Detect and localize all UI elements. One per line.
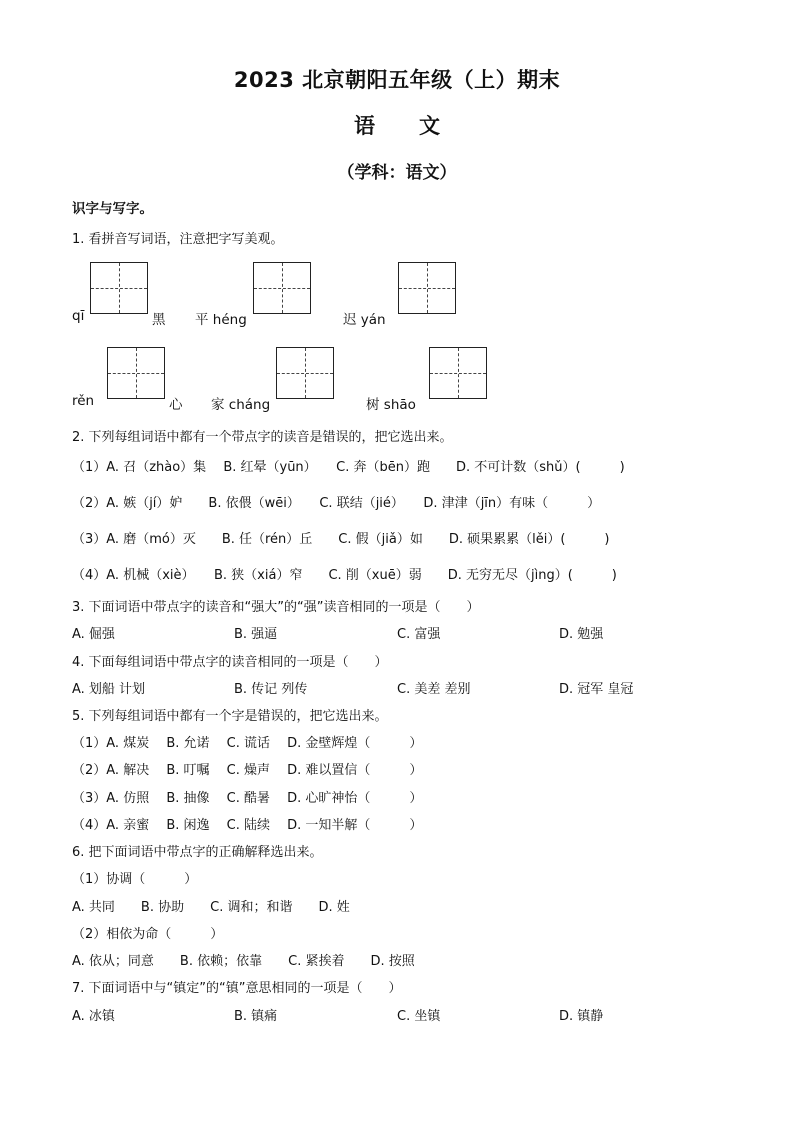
q1-r2-1-after: 心	[169, 397, 183, 413]
q1-r2-1-pinyin: rěn	[72, 393, 95, 409]
q5-item-2: （2）A. 解决 B. 叮嘱 C. 燥声 D. 难以置信（ ）	[72, 763, 423, 778]
q3-stem: 3. 下面词语中带点字的读音和“强大”的“强”读音相同的一项是（ ）	[72, 600, 480, 615]
q1-r1-3-pinyin: 迟 yán	[343, 312, 386, 328]
q5-stem: 5. 下列每组词语中都有一个字是错误的，把它选出来。	[72, 709, 388, 724]
writing-grid-box[interactable]	[429, 347, 487, 399]
q1-r1-1-pinyin: qī	[72, 308, 85, 324]
q7-option-c[interactable]: C. 坐镇	[397, 1009, 441, 1024]
writing-grid-box[interactable]	[90, 262, 148, 314]
exam-title: 2023 北京朝阳五年级（上）期末	[233, 68, 561, 92]
q6-sub2-options: A. 依从；同意 B. 依赖；依靠 C. 紧挨着 D. 按照	[72, 954, 415, 969]
q6-sub1-options: A. 共同 B. 协助 C. 调和；和谐 D. 姓	[72, 900, 350, 915]
subject-note: （学科：语文）	[337, 163, 457, 183]
q4-option-c[interactable]: C. 美差 差别	[397, 682, 471, 697]
writing-grid-box[interactable]	[107, 347, 165, 399]
q1-r1-2-pinyin: 平 héng	[195, 312, 247, 328]
q2-item-2: （2）A. 嫉（jí）妒 B. 依偎（wēi） C. 联结（jié） D. 津津（jīn）有味（ ）	[72, 496, 601, 511]
q1-stem: 1. 看拼音写词语，注意把字写美观。	[72, 232, 284, 247]
q3-option-a[interactable]: A. 倔强	[72, 627, 115, 642]
q7-option-b[interactable]: B. 镇痛	[234, 1009, 278, 1024]
q4-stem: 4. 下面每组词语中带点字的读音相同的一项是（ ）	[72, 655, 388, 670]
q6-stem: 6. 把下面词语中带点字的正确解释选出来。	[72, 845, 323, 860]
q5-item-1: （1）A. 煤炭 B. 允诺 C. 谎话 D. 金壁辉煌（ ）	[72, 736, 423, 751]
q4-option-b[interactable]: B. 传记 列传	[234, 682, 308, 697]
q1-r2-3-pinyin: 树 shāo	[366, 397, 416, 413]
q7-stem: 7. 下面词语中与“镇定”的“镇”意思相同的一项是（ ）	[72, 981, 402, 996]
q5-item-3: （3）A. 仿照 B. 抽像 C. 酷暑 D. 心旷神怡（ ）	[72, 791, 423, 806]
q2-stem: 2. 下列每组词语中都有一个带点字的读音是错误的，把它选出来。	[72, 430, 453, 445]
subject-title: 语文	[354, 114, 484, 138]
q1-r2-2-pinyin: 家 cháng	[211, 397, 271, 413]
q1-r1-1-after: 黑	[152, 312, 166, 328]
q7-option-d[interactable]: D. 镇静	[559, 1009, 604, 1024]
q2-item-4: （4）A. 机械（xiè） B. 狭（xiá）窄 C. 削（xuē）弱 D. 无穷无尽（jìng）( )	[72, 568, 617, 583]
writing-grid-box[interactable]	[398, 262, 456, 314]
q7-option-a[interactable]: A. 冰镇	[72, 1009, 115, 1024]
q6-sub1: （1）协调（ ）	[72, 872, 198, 887]
q4-option-d[interactable]: D. 冠军 皇冠	[559, 682, 634, 697]
q2-item-1: （1）A. 召（zhào）集 B. 红晕（yūn） C. 奔（bēn）跑 D. 不可计数（shǔ）( )	[72, 460, 625, 475]
q3-option-d[interactable]: D. 勉强	[559, 627, 604, 642]
q2-item-3: （3）A. 磨（mó）灭 B. 任（rén）丘 C. 假（jiǎ）如 D. 硕果累累（lěi）( )	[72, 532, 610, 547]
q6-sub2: （2）相依为命（ ）	[72, 927, 224, 942]
q4-option-a[interactable]: A. 划船 计划	[72, 682, 146, 697]
section-title: 识字与写字。	[72, 201, 153, 217]
q3-option-b[interactable]: B. 强逼	[234, 627, 278, 642]
writing-grid-box[interactable]	[253, 262, 311, 314]
writing-grid-box[interactable]	[276, 347, 334, 399]
q5-item-4: （4）A. 亲蜜 B. 闲逸 C. 陆续 D. 一知半解（ ）	[72, 818, 423, 833]
q3-option-c[interactable]: C. 富强	[397, 627, 441, 642]
